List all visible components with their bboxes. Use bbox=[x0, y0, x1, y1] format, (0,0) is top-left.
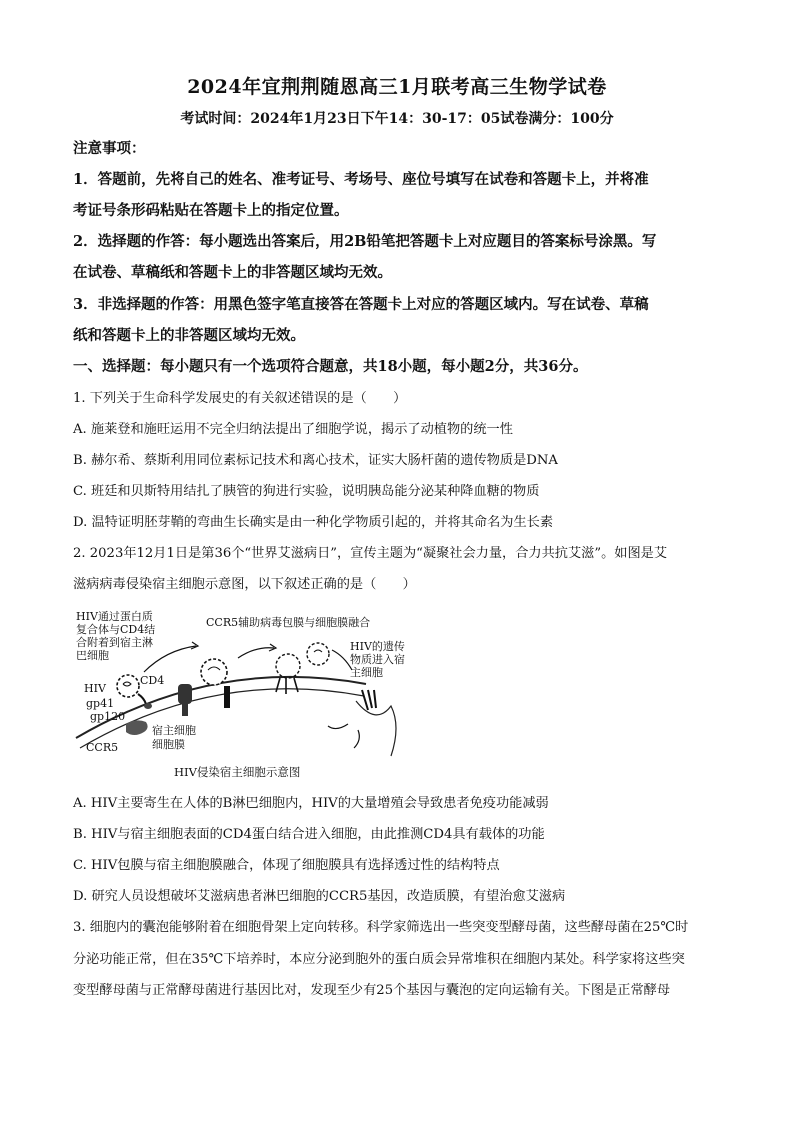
ccr5-receptor-icon bbox=[126, 720, 148, 735]
hiv-infection-diagram bbox=[66, 606, 416, 784]
notice-line: 在试卷、草稿纸和答题卡上的非答题区域均无效。 bbox=[73, 264, 392, 281]
label-fusion: CCR5辅助病毒包膜与细胞膜融合 bbox=[206, 616, 371, 629]
notice-line: 2．选择题的作答：每小题选出答案后，用2B铅笔把答题卡上对应题目的答案标号涂黑。写 bbox=[73, 233, 657, 250]
hiv-fusion-virus-icon bbox=[201, 659, 230, 708]
host-cell-membrane bbox=[76, 677, 366, 738]
arrow-icon bbox=[144, 646, 196, 672]
hiv-fused-virus-icon bbox=[276, 654, 300, 694]
question-1-stem: 1. 下列关于生命科学发展史的有关叙述错误的是（ ） bbox=[73, 391, 407, 406]
hiv-entering-virus-icon bbox=[307, 643, 329, 665]
question-1-option-d: D. 温特证明胚芽鞘的弯曲生长确实是由一种化学物质引起的，并将其命名为生长素 bbox=[73, 515, 554, 530]
label-gp41: gp41 bbox=[86, 697, 115, 710]
section-heading: 一、选择题：每小题只有一个选项符合题意，共18小题，每小题2分，共36分。 bbox=[73, 358, 588, 375]
label-membrane: 细胞膜 bbox=[152, 738, 185, 751]
question-2-option-d: D. 研究人员设想破坏艾滋病患者淋巴细胞的CCR5基因，改造质膜，有望治愈艾滋病 bbox=[73, 889, 566, 904]
question-1-option-c: C. 班廷和贝斯特用结扎了胰管的狗进行实验，说明胰岛能分泌某种降血糖的物质 bbox=[73, 484, 540, 499]
question-3-text: 3. 细胞内的囊泡能够附着在细胞骨架上定向转移。科学家筛选出一些突变型酵母菌，这些酵母菌在25℃时 bbox=[73, 920, 689, 935]
exam-info: 考试时间：2024年1月23日下午14：30-17：05试卷满分：100分 bbox=[180, 111, 614, 127]
question-1-option-b: B. 赫尔希、蔡斯利用同位素标记技术和离心技术，证实大肠杆菌的遗传物质是DNA bbox=[73, 453, 558, 468]
label-binding: 合附着到宿主淋 bbox=[76, 636, 153, 649]
notice-line: 考证号条形码粘贴在答题卡上的指定位置。 bbox=[73, 202, 349, 219]
question-2-stem: 2. 2023年12月1日是第36个“世界艾滋病日”，宣传主题为“凝聚社会力量，合力共抗艾滋”。如图是艾 bbox=[73, 546, 668, 561]
label-membrane: 宿主细胞 bbox=[152, 724, 196, 737]
figure-caption: HIV侵染宿主细胞示意图 bbox=[174, 765, 301, 779]
label-binding: 复合体与CD4结 bbox=[76, 623, 156, 636]
notice-line: 纸和答题卡上的非答题区域均无效。 bbox=[73, 327, 305, 344]
label-entry: 主细胞 bbox=[350, 666, 383, 679]
label-cd4: CD4 bbox=[140, 674, 165, 687]
label-ccr5: CCR5 bbox=[86, 741, 119, 754]
question-2-option-c: C. HIV包膜与宿主细胞膜融合，体现了细胞膜具有选择透过性的结构特点 bbox=[73, 858, 500, 873]
viral-genome-entry-icon bbox=[362, 690, 376, 710]
label-binding: HIV通过蛋白质 bbox=[76, 610, 153, 623]
cd4-receptor-icon bbox=[178, 684, 192, 716]
question-2-option-a: A. HIV主要寄生在人体的B淋巴细胞内，HIV的大量增殖会导致患者免疫功能减弱 bbox=[73, 796, 549, 811]
hiv-virus-icon bbox=[117, 675, 139, 697]
membrane-entry-pocket bbox=[356, 701, 396, 756]
label-binding: 巴细胞 bbox=[76, 649, 109, 662]
label-entry: HIV的遗传 bbox=[350, 640, 405, 653]
notice-line: 3．非选择题的作答：用黑色签字笔直接答在答题卡上对应的答题区域内。写在试卷、草稿 bbox=[73, 296, 649, 313]
page-title: 2024年宜荆荆随恩高三1月联考高三生物学试卷 bbox=[187, 76, 607, 98]
question-1-option-a: A. 施莱登和施旺运用不完全归纳法提出了细胞学说，揭示了动植物的统一性 bbox=[73, 422, 513, 437]
arrow-icon bbox=[354, 730, 359, 748]
question-3-text: 分泌功能正常，但在35℃下培养时，本应分泌到胞外的蛋白质会异常堆积在细胞内某处。科学家将这些突 bbox=[73, 952, 685, 967]
arrow-icon bbox=[332, 650, 352, 670]
label-hiv: HIV bbox=[84, 682, 106, 695]
question-2-option-b: B. HIV与宿主细胞表面的CD4蛋白结合进入细胞，由此推测CD4具有载体的功能 bbox=[73, 827, 545, 842]
notice-line: 1．答题前，先将自己的姓名、准考证号、考场号、座位号填写在试卷和答题卡上，并将准 bbox=[73, 171, 649, 188]
label-entry: 物质进入宿 bbox=[350, 653, 405, 666]
label-gp120: gp120 bbox=[90, 710, 126, 723]
arrow-icon bbox=[238, 648, 274, 658]
notice-heading: 注意事项： bbox=[73, 140, 146, 157]
question-3-text: 变型酵母菌与正常酵母菌进行基因比对，发现至少有25个基因与囊泡的定向运输有关。下图是正常酵母 bbox=[73, 983, 671, 998]
arrow-icon bbox=[328, 724, 348, 729]
question-2-stem: 滋病病毒侵染宿主细胞示意图，以下叙述正确的是（ ） bbox=[73, 577, 416, 592]
